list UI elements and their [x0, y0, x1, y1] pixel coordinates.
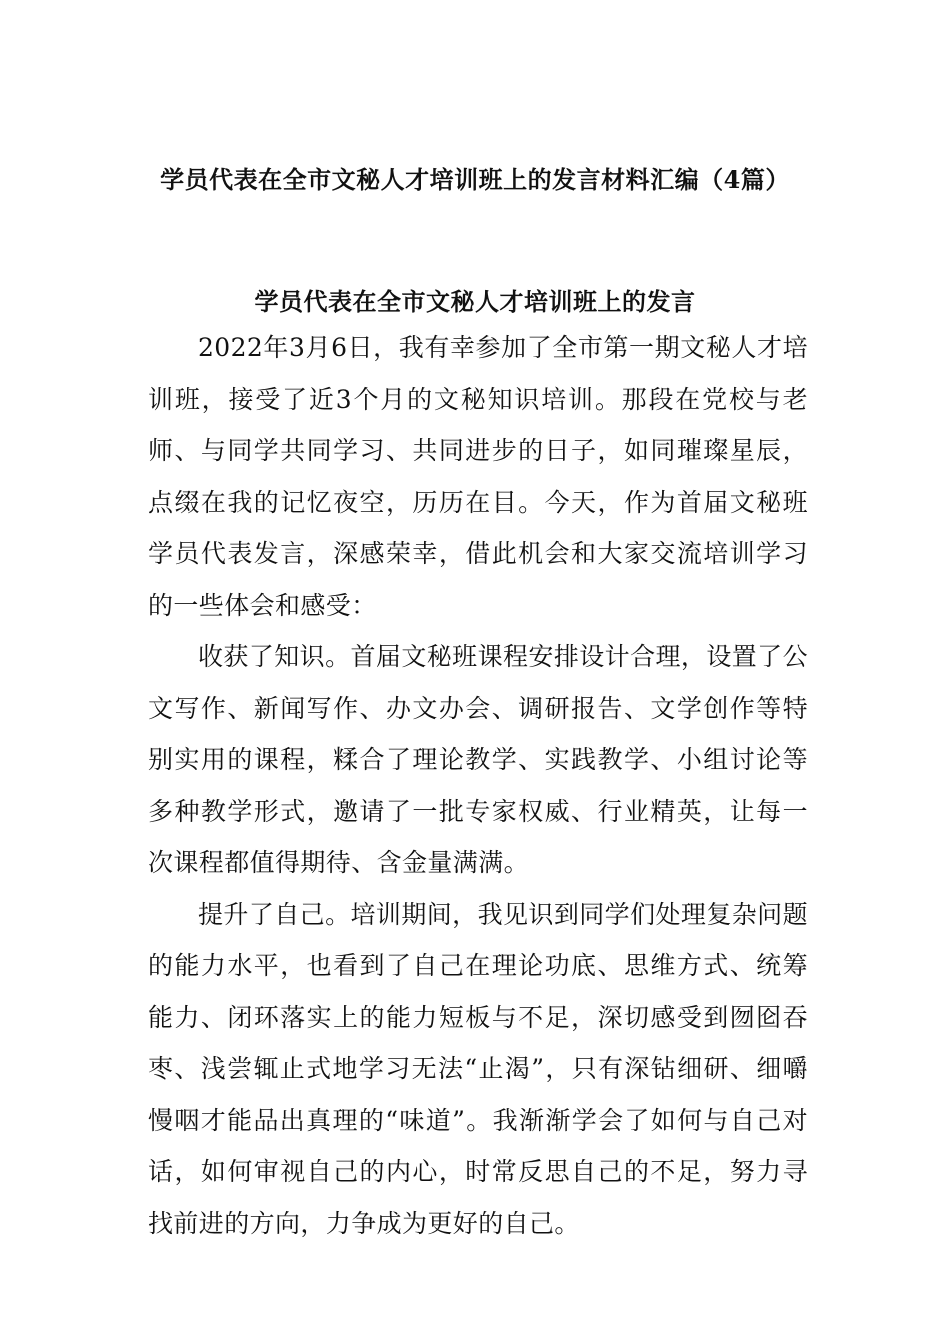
paragraph-self-improvement: 提升了自己。培训期间，我见识到同学们处理复杂问题的能力水平，也看到了自己在理论功底、思维方式、统筹能力、闭环落实上的能力短板与不足，深切感受到囫囵吞枣、浅尝辄止式地学习无法“止渴”，只有深钻细研、细嚼慢咽才能品出真理的“味道”。我渐渐学会了如何与自己对话，如何审视自己的内心，时常反思自己的不足，努力寻找前进的方向，力争成为更好的自己。	[148, 899, 808, 1238]
paragraph-knowledge: 收获了知识。首届文秘班课程安排设计合理，设置了公文写作、新闻写作、办文办会、调研报告、文学创作等特别实用的课程，糅合了理论教学、实践教学、小组讨论等多种教学形式，邀请了一批专家权威、行业精英，让每一次课程都值得期待、含金量满满。	[148, 642, 808, 877]
document-body	[148, 322, 808, 1249]
paragraph-intro: 2022年3月6日，我有幸参加了全市第一期文秘人才培训班，接受了近3个月的文秘知识培训。那段在党校与老师、与同学共同学习、共同进步的日子，如同璀璨星辰，点缀在我的记忆夜空，历历在目。今天，作为首届文秘班学员代表发言，深感荣幸，借此机会和大家交流培训学习的一些体会和感受：	[148, 333, 808, 620]
document-title: 学员代表在全市文秘人才培训班上的发言材料汇编（4篇）	[160, 165, 790, 194]
section-title: 学员代表在全市文秘人才培训班上的发言	[254, 287, 696, 316]
